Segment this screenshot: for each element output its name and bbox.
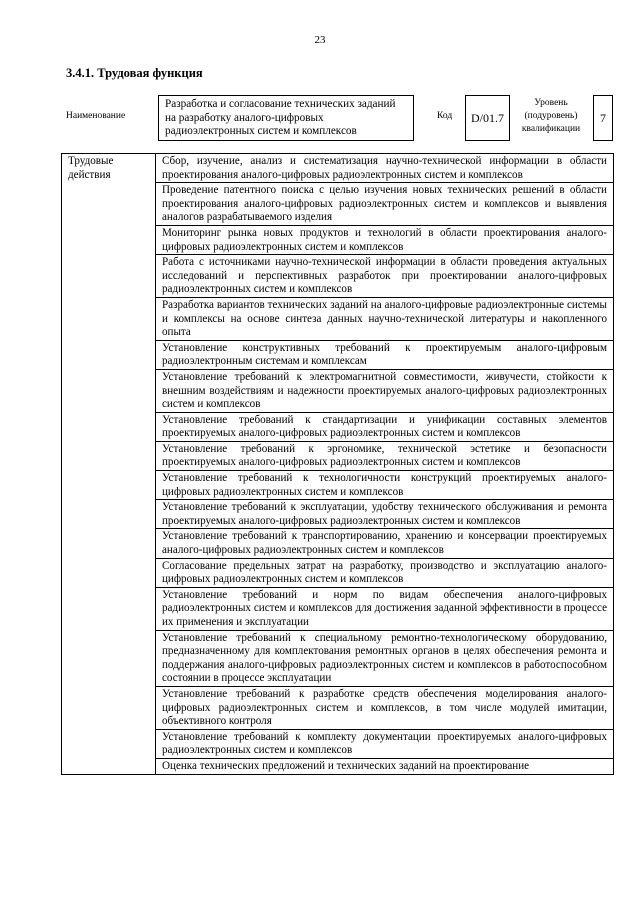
- action-item: Установление требований к разработке средств обеспечения моделирования аналого-цифровых радиоэлектронных систем и комплексов, в том числе модулей имитации, объективного контроля: [156, 686, 614, 729]
- name-label: Наименование: [66, 111, 126, 121]
- action-item: Проведение патентного поиска с целью изучения новых технических решений в области проектирования аналого-цифровых радиоэлектронных систем и комплексов и выявления аналогов разрабатываемого изделия: [156, 183, 614, 226]
- page-number: 23: [314, 34, 326, 46]
- function-name-box: Разработка и согласование технических заданий на разработку аналого-цифровых радиоэлектронных систем и комплексов: [158, 95, 414, 141]
- action-item: Установление требований к эргономике, технической эстетике и безопасности проектируемых аналого-цифровых радиоэлектронных систем и комплексов: [156, 441, 614, 470]
- action-item: Установление требований и норм по видам обеспечения аналого-цифровых радиоэлектронных систем и комплексов для достижения заданной эффективности в процессе их применения и эксплуатации: [156, 587, 614, 630]
- action-item: Установление требований к комплекту документации проектируемых аналого-цифровых радиоэлектронных систем и комплексов: [156, 729, 614, 758]
- level-label-line-2: (подуровень): [524, 111, 578, 121]
- action-item: Разработка вариантов технических заданий на аналого-цифровые радиоэлектронные системы и комплексы на основе синтеза данных научно-технической литературы и накопленного опыта: [156, 297, 614, 340]
- level-label: [514, 97, 588, 136]
- action-item: Установление требований к эксплуатации, удобству технического обслуживания и ремонта проектируемых аналого-цифровых радиоэлектронных систем и комплексов: [156, 500, 614, 529]
- code-label: Код: [437, 111, 453, 121]
- code-value: D/01.7: [465, 95, 510, 141]
- action-item: Установление требований к специальному ремонтно-технологическому оборудованию, предназначенному для комплектования ремонтных органов в целях обеспечения ремонта и поддержания аналого-цифровых радиоэлектронных систем и комплексов в работоспособном состоянии в процессе эксплуатации: [156, 630, 614, 686]
- action-item: Установление требований к транспортированию, хранению и консервации проектируемых аналого-цифровых радиоэлектронных систем и комплексов: [156, 529, 614, 558]
- action-item: Работа с источниками научно-технической информации в области проведения актуальных исследований и перспективных разработок при проектировании аналого-цифровых радиоэлектронных систем и комплексов: [156, 255, 614, 298]
- action-item: Установление требований к технологичности конструкций проектируемых аналого-цифровых радиоэлектронных систем и комплексов: [156, 471, 614, 500]
- action-item: Установление требований к электромагнитной совместимости, живучести, стойкости к внешним воздействиям и надежности проектируемых аналого-цифровых радиоэлектронных систем и комплексов: [156, 369, 614, 412]
- table-row: [62, 154, 614, 183]
- level-label-line-3: квалификации: [521, 124, 581, 134]
- action-item: Сбор, изучение, анализ и систематизация научно-технической информации в области проектирования аналого-цифровых радиоэлектронных систем и комплексов: [156, 154, 614, 183]
- action-item: Согласование предельных затрат на разработку, производство и эксплуатацию аналого-цифровых радиоэлектронных систем и комплексов: [156, 558, 614, 587]
- labor-actions-table: [61, 153, 614, 775]
- action-item: Мониторинг рынка новых продуктов и технологий в области проектирования аналого-цифровых радиоэлектронных систем и комплексов: [156, 225, 614, 254]
- actions-heading: Трудовые действия: [62, 154, 156, 775]
- level-label-line-1: Уровень: [534, 98, 568, 108]
- level-value: 7: [593, 95, 613, 141]
- action-item: Оценка технических предложений и технических заданий на проектирование: [156, 758, 614, 774]
- section-title: 3.4.1. Трудовая функция: [66, 66, 203, 80]
- action-item: Установление конструктивных требований к проектируемым аналого-цифровым радиоэлектронным системам и комплексам: [156, 340, 614, 369]
- action-item: Установление требований к стандартизации и унификации составных элементов проектируемых аналого-цифровых радиоэлектронных систем и комплексов: [156, 412, 614, 441]
